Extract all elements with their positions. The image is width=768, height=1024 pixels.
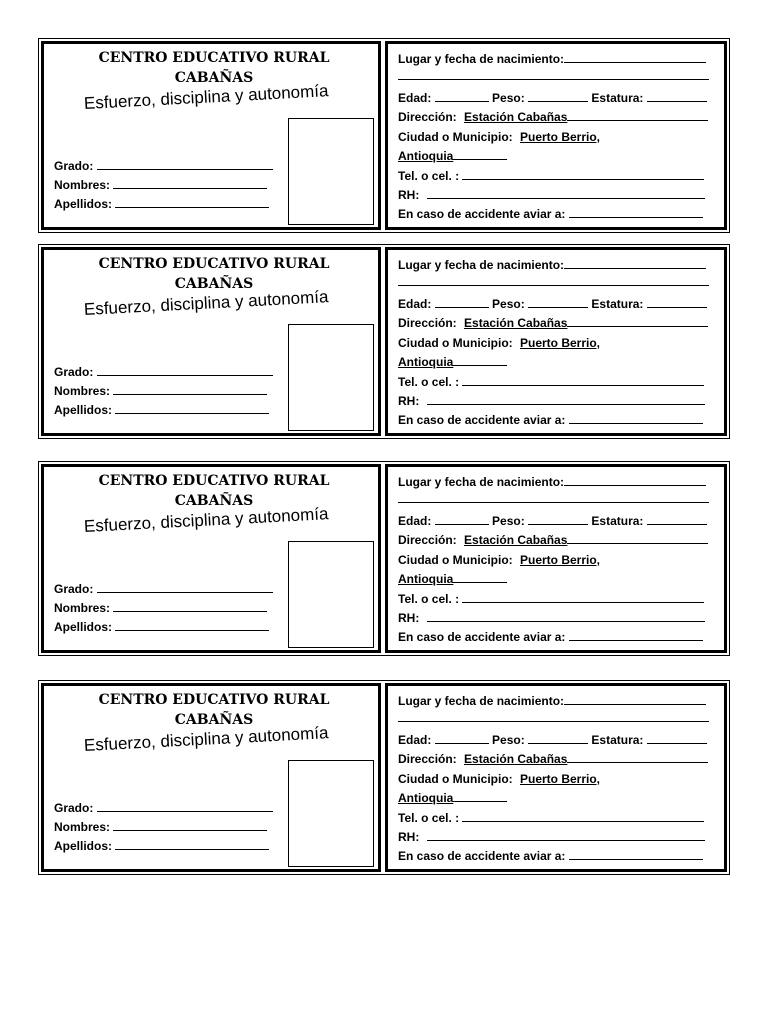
tel-line bbox=[462, 168, 704, 180]
photo-box bbox=[288, 324, 374, 431]
lugar-line-2 bbox=[398, 710, 709, 722]
rh-line bbox=[427, 393, 705, 405]
tel-label: Tel. o cel. : bbox=[398, 375, 460, 389]
accidente-field bbox=[398, 412, 703, 428]
direccion-field bbox=[398, 751, 708, 767]
nombres-label: Nombres: bbox=[54, 601, 111, 615]
id-card bbox=[38, 38, 730, 233]
rh-field bbox=[398, 393, 705, 409]
rh-field bbox=[398, 610, 705, 626]
school-name-line2: CABAÑAS bbox=[174, 70, 254, 86]
lugar-field bbox=[398, 693, 706, 709]
accidente-field bbox=[398, 206, 703, 222]
grado-field bbox=[54, 581, 273, 597]
ciudad-value: Puerto Berrio, bbox=[520, 130, 601, 144]
apellidos-field bbox=[54, 402, 269, 418]
apellidos-line bbox=[115, 619, 269, 631]
nombres-line bbox=[113, 600, 267, 612]
ciudad-value: Puerto Berrio, bbox=[520, 553, 601, 567]
ciudad-value: Puerto Berrio, bbox=[520, 772, 601, 786]
accidente-line bbox=[569, 206, 703, 218]
estatura-label: Estatura: bbox=[591, 733, 644, 747]
lugar-continuation bbox=[398, 710, 709, 726]
grado-line bbox=[97, 800, 273, 812]
lugar-line-2 bbox=[398, 68, 709, 80]
peso-label: Peso: bbox=[492, 297, 525, 311]
nombres-field bbox=[54, 600, 267, 616]
tel-line bbox=[462, 591, 704, 603]
rh-label: RH: bbox=[398, 394, 420, 408]
apellidos-label: Apellidos: bbox=[54, 403, 113, 417]
nombres-field bbox=[54, 819, 267, 835]
apellidos-field bbox=[54, 838, 269, 854]
nombres-field bbox=[54, 177, 267, 193]
tel-label: Tel. o cel. : bbox=[398, 169, 460, 183]
tel-field bbox=[398, 810, 704, 826]
direccion-value: Estación Cabañas bbox=[464, 110, 568, 124]
card-back-panel bbox=[385, 247, 727, 436]
accidente-label: En caso de accidente aviar a: bbox=[398, 630, 566, 644]
card-back-panel bbox=[385, 683, 727, 872]
estatura-label: Estatura: bbox=[591, 297, 644, 311]
direccion-line bbox=[567, 751, 708, 763]
estatura-line bbox=[647, 90, 707, 102]
direccion-label: Dirección: bbox=[398, 752, 457, 766]
ciudad-value-2: Antioquia bbox=[398, 791, 454, 805]
edad-label: Edad: bbox=[398, 514, 432, 528]
accidente-label: En caso de accidente aviar a: bbox=[398, 849, 566, 863]
ciudad-field-continuation bbox=[398, 354, 507, 370]
accidente-line bbox=[569, 629, 703, 641]
lugar-label: Lugar y fecha de nacimiento: bbox=[398, 694, 565, 708]
school-name-line1: CENTRO EDUCATIVO RURAL bbox=[98, 692, 330, 708]
edad-label: Edad: bbox=[398, 733, 432, 747]
ciudad-field-continuation bbox=[398, 148, 507, 164]
estatura-line bbox=[647, 513, 707, 525]
edad-peso-estatura-field bbox=[398, 513, 707, 529]
rh-label: RH: bbox=[398, 611, 420, 625]
nombres-label: Nombres: bbox=[54, 178, 111, 192]
grado-line bbox=[97, 158, 273, 170]
ciudad-label: Ciudad o Municipio: bbox=[398, 553, 513, 567]
ciudad-value-2: Antioquia bbox=[398, 355, 454, 369]
lugar-field bbox=[398, 257, 706, 273]
peso-line bbox=[528, 296, 588, 308]
peso-line bbox=[528, 513, 588, 525]
grado-field bbox=[54, 364, 273, 380]
edad-peso-estatura-field bbox=[398, 296, 707, 312]
apellidos-field bbox=[54, 196, 269, 212]
apellidos-label: Apellidos: bbox=[54, 197, 113, 211]
apellidos-label: Apellidos: bbox=[54, 839, 113, 853]
tel-line bbox=[462, 810, 704, 822]
ciudad-field bbox=[398, 335, 600, 351]
rh-line bbox=[427, 829, 705, 841]
apellidos-line bbox=[115, 838, 269, 850]
grado-line bbox=[97, 581, 273, 593]
accidente-field bbox=[398, 629, 703, 645]
edad-line bbox=[435, 90, 489, 102]
ciudad-label: Ciudad o Municipio: bbox=[398, 772, 513, 786]
direccion-label: Dirección: bbox=[398, 110, 457, 124]
school-name-line2: CABAÑAS bbox=[174, 276, 254, 292]
accidente-field bbox=[398, 848, 703, 864]
lugar-line-2 bbox=[398, 274, 709, 286]
rh-line bbox=[427, 610, 705, 622]
peso-line bbox=[528, 732, 588, 744]
rh-field bbox=[398, 187, 705, 203]
card-front-panel bbox=[41, 41, 381, 230]
tel-field bbox=[398, 168, 704, 184]
apellidos-label: Apellidos: bbox=[54, 620, 113, 634]
ciudad-label: Ciudad o Municipio: bbox=[398, 336, 513, 350]
ciudad-line bbox=[453, 571, 507, 583]
direccion-value: Estación Cabañas bbox=[464, 316, 568, 330]
ciudad-field-continuation bbox=[398, 571, 507, 587]
peso-label: Peso: bbox=[492, 733, 525, 747]
id-card bbox=[38, 461, 730, 656]
edad-peso-estatura-field bbox=[398, 732, 707, 748]
lugar-field bbox=[398, 474, 706, 490]
peso-label: Peso: bbox=[492, 91, 525, 105]
rh-line bbox=[427, 187, 705, 199]
ciudad-field-continuation bbox=[398, 790, 507, 806]
estatura-line bbox=[647, 732, 707, 744]
accidente-line bbox=[569, 412, 703, 424]
tel-field bbox=[398, 591, 704, 607]
accidente-line bbox=[569, 848, 703, 860]
photo-box bbox=[288, 118, 374, 225]
school-motto: Esfuerzo, disciplina y autonomía bbox=[83, 723, 329, 755]
direccion-label: Dirección: bbox=[398, 533, 457, 547]
card-front-panel bbox=[41, 683, 381, 872]
card-back-panel bbox=[385, 464, 727, 653]
grado-label: Grado: bbox=[54, 159, 94, 173]
photo-box bbox=[288, 760, 374, 867]
grado-label: Grado: bbox=[54, 365, 94, 379]
grado-field bbox=[54, 800, 273, 816]
school-motto: Esfuerzo, disciplina y autonomía bbox=[83, 81, 329, 113]
estatura-line bbox=[647, 296, 707, 308]
grado-label: Grado: bbox=[54, 801, 94, 815]
school-name-line1: CENTRO EDUCATIVO RURAL bbox=[98, 50, 330, 66]
estatura-label: Estatura: bbox=[591, 91, 644, 105]
apellidos-line bbox=[115, 196, 269, 208]
apellidos-line bbox=[115, 402, 269, 414]
ciudad-line bbox=[453, 148, 507, 160]
rh-field bbox=[398, 829, 705, 845]
rh-label: RH: bbox=[398, 830, 420, 844]
accidente-label: En caso de accidente aviar a: bbox=[398, 207, 566, 221]
nombres-label: Nombres: bbox=[54, 384, 111, 398]
lugar-label: Lugar y fecha de nacimiento: bbox=[398, 258, 565, 272]
direccion-line bbox=[567, 109, 708, 121]
edad-label: Edad: bbox=[398, 91, 432, 105]
school-name bbox=[44, 48, 384, 88]
edad-line bbox=[435, 296, 489, 308]
direccion-line bbox=[567, 532, 708, 544]
school-motto: Esfuerzo, disciplina y autonomía bbox=[83, 504, 329, 536]
tel-label: Tel. o cel. : bbox=[398, 811, 460, 825]
lugar-label: Lugar y fecha de nacimiento: bbox=[398, 52, 565, 66]
direccion-field bbox=[398, 532, 708, 548]
school-name-line1: CENTRO EDUCATIVO RURAL bbox=[98, 473, 330, 489]
school-name bbox=[44, 254, 384, 294]
lugar-line bbox=[564, 693, 706, 705]
grado-field bbox=[54, 158, 273, 174]
nombres-line bbox=[113, 177, 267, 189]
ciudad-label: Ciudad o Municipio: bbox=[398, 130, 513, 144]
school-name-line2: CABAÑAS bbox=[174, 493, 254, 509]
id-card bbox=[38, 244, 730, 439]
direccion-line bbox=[567, 315, 708, 327]
ciudad-value: Puerto Berrio, bbox=[520, 336, 601, 350]
edad-label: Edad: bbox=[398, 297, 432, 311]
nombres-label: Nombres: bbox=[54, 820, 111, 834]
ciudad-field bbox=[398, 129, 600, 145]
school-name bbox=[44, 471, 384, 511]
direccion-field bbox=[398, 109, 708, 125]
peso-line bbox=[528, 90, 588, 102]
card-back-panel bbox=[385, 41, 727, 230]
direccion-label: Dirección: bbox=[398, 316, 457, 330]
tel-field bbox=[398, 374, 704, 390]
estatura-label: Estatura: bbox=[591, 514, 644, 528]
lugar-line-2 bbox=[398, 491, 709, 503]
nombres-line bbox=[113, 383, 267, 395]
lugar-continuation bbox=[398, 68, 709, 84]
lugar-line bbox=[564, 474, 706, 486]
tel-label: Tel. o cel. : bbox=[398, 592, 460, 606]
photo-box bbox=[288, 541, 374, 648]
card-front-panel bbox=[41, 464, 381, 653]
school-motto: Esfuerzo, disciplina y autonomía bbox=[83, 287, 329, 319]
accidente-label: En caso de accidente aviar a: bbox=[398, 413, 566, 427]
direccion-value: Estación Cabañas bbox=[464, 752, 568, 766]
lugar-line bbox=[564, 257, 706, 269]
lugar-field bbox=[398, 51, 706, 67]
peso-label: Peso: bbox=[492, 514, 525, 528]
edad-peso-estatura-field bbox=[398, 90, 707, 106]
grado-label: Grado: bbox=[54, 582, 94, 596]
edad-line bbox=[435, 513, 489, 525]
grado-line bbox=[97, 364, 273, 376]
apellidos-field bbox=[54, 619, 269, 635]
rh-label: RH: bbox=[398, 188, 420, 202]
lugar-label: Lugar y fecha de nacimiento: bbox=[398, 475, 565, 489]
direccion-value: Estación Cabañas bbox=[464, 533, 568, 547]
ciudad-field bbox=[398, 552, 600, 568]
tel-line bbox=[462, 374, 704, 386]
edad-line bbox=[435, 732, 489, 744]
lugar-continuation bbox=[398, 491, 709, 507]
ciudad-value-2: Antioquia bbox=[398, 572, 454, 586]
lugar-line bbox=[564, 51, 706, 63]
school-name-line1: CENTRO EDUCATIVO RURAL bbox=[98, 256, 330, 272]
id-card bbox=[38, 680, 730, 875]
lugar-continuation bbox=[398, 274, 709, 290]
card-front-panel bbox=[41, 247, 381, 436]
nombres-line bbox=[113, 819, 267, 831]
school-name-line2: CABAÑAS bbox=[174, 712, 254, 728]
direccion-field bbox=[398, 315, 708, 331]
school-name bbox=[44, 690, 384, 730]
ciudad-line bbox=[453, 354, 507, 366]
ciudad-value-2: Antioquia bbox=[398, 149, 454, 163]
nombres-field bbox=[54, 383, 267, 399]
ciudad-field bbox=[398, 771, 600, 787]
ciudad-line bbox=[453, 790, 507, 802]
